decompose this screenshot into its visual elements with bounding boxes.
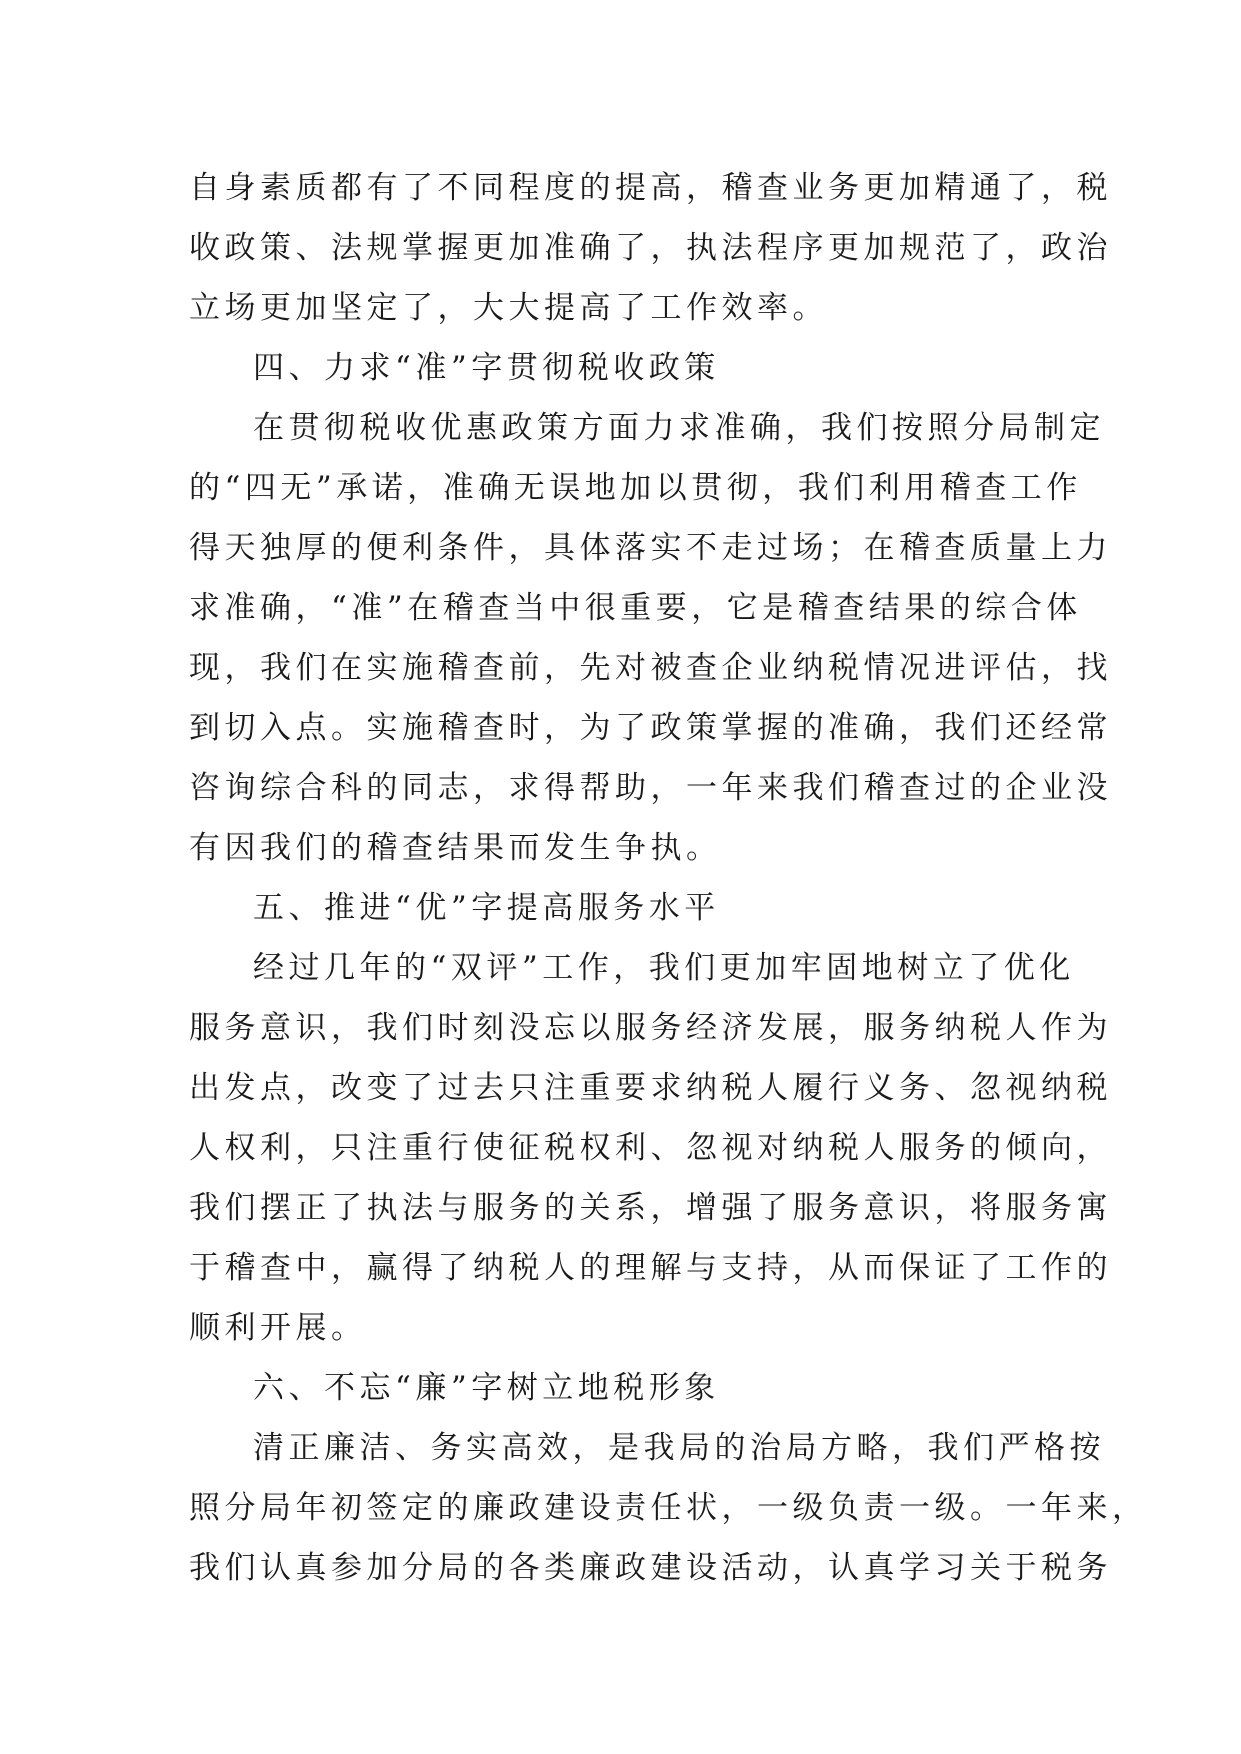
body-line: 人权利，只注重行使征税权利、忽视对纳税人服务的倾向， <box>189 1130 1112 1166</box>
body-line: 自身素质都有了不同程度的提高，稽查业务更加精通了，税 <box>189 170 1112 206</box>
body-line: 服务意识，我们时刻没忘以服务经济发展，服务纳税人作为 <box>189 1010 1112 1046</box>
body-line: 我们认真参加分局的各类廉政建设活动，认真学习关于税务 <box>189 1550 1112 1586</box>
body-line: 咨询综合科的同志，求得帮助，一年来我们稽查过的企业没 <box>189 770 1112 806</box>
body-line: 照分局年初签定的廉政建设责任状，一级负责一级。一年来， <box>189 1490 1148 1526</box>
body-line: 现，我们在实施稽查前，先对被查企业纳税情况进评估，找 <box>189 650 1112 686</box>
body-line: 收政策、法规掌握更加准确了，执法程序更加规范了，政治 <box>189 230 1112 266</box>
document-body <box>189 158 1148 1598</box>
body-line: 有因我们的稽查结果而发生争执。 <box>189 830 722 866</box>
body-line: 我们摆正了执法与服务的关系，增强了服务意识，将服务寓 <box>189 1190 1112 1226</box>
body-line: 出发点，改变了过去只注重要求纳税人履行义务、忽视纳税 <box>189 1070 1112 1106</box>
body-line: 得天独厚的便利条件，具体落实不走过场；在稽查质量上力 <box>189 530 1112 566</box>
body-line: 求准确，“准”在稽查当中很重要，它是稽查结果的综合体 <box>189 590 1082 626</box>
section-heading-4: 四、力求“准”字贯彻税收政策 <box>253 350 720 386</box>
body-line: 的“四无”承诺，准确无误地加以贯彻，我们利用稽查工作 <box>189 470 1082 506</box>
body-line: 顺利开展。 <box>189 1310 367 1346</box>
body-line: 到切入点。实施稽查时，为了政策掌握的准确，我们还经常 <box>189 710 1112 746</box>
body-line: 立场更加坚定了，大大提高了工作效率。 <box>189 290 828 326</box>
paragraph-first-line: 在贯彻税收优惠政策方面力求准确，我们按照分局制定 <box>253 410 1105 446</box>
body-line: 于稽查中，赢得了纳税人的理解与支持，从而保证了工作的 <box>189 1250 1112 1286</box>
section-heading-6: 六、不忘“廉”字树立地税形象 <box>253 1370 720 1406</box>
section-heading-5: 五、推进“优”字提高服务水平 <box>253 890 720 926</box>
paragraph-first-line: 清正廉洁、务实高效，是我局的治局方略，我们严格按 <box>253 1430 1105 1466</box>
paragraph-first-line: 经过几年的“双评”工作，我们更加牢固地树立了优化 <box>253 950 1075 986</box>
